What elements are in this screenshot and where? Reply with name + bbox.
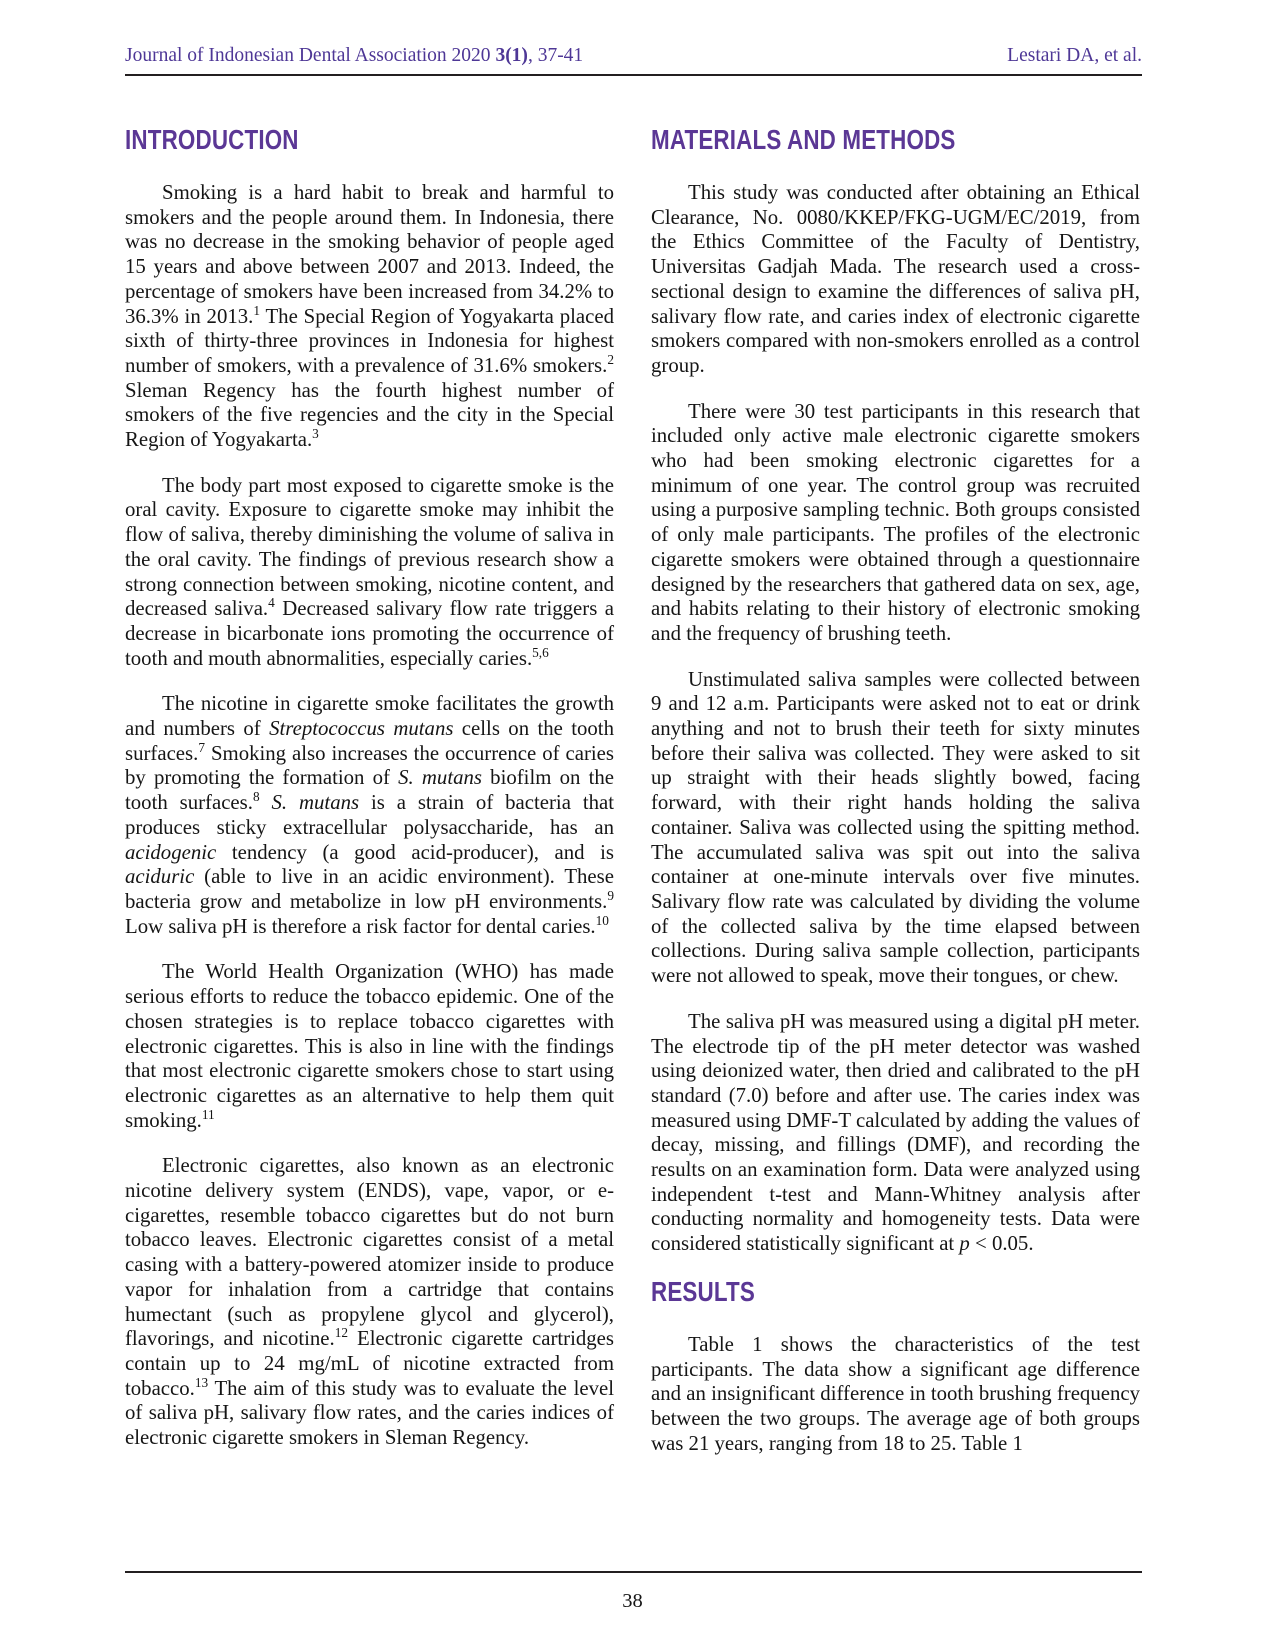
body-text: There were 30 test participants in this research that included only active male electronic cigarette smokers who had been smoking electronic cigarettes for a minimum of one year. The control group was recruited using a purposive sampling technic. Both groups consisted of only male participants. The profiles of the electronic cigarette smokers were obtained through a questionnaire designed by the researchers that gathered data on sex, age, and habits relating to their history of electronic smoking and the frequency of brushing teeth. xyxy=(651,399,1140,645)
italic-text: S. mutans xyxy=(271,791,360,815)
body-text: The World Health Organization (WHO) has made serious efforts to reduce the tobacco epidemic. One of the chosen strategies is to replace tobacco cigarettes with electronic cigarettes. This is also in line with the findings that most electronic cigarette smokers chose to start using electronic cigarettes as an alternative to help them quit smoking. xyxy=(125,960,614,1132)
body-text xyxy=(260,791,272,814)
body-text: The body part most exposed to cigarette smoke is the oral cavity. Exposure to cigarette smoke may inhibit the flow of saliva, thereby diminishing the volume of saliva in the oral cavity. The findings of previous research show a strong connection between smoking, nicotine content, and decreased saliva. xyxy=(125,473,614,621)
body-text: Electronic cigarette cartridges contain up to 24 mg/mL of nicotine extracted from tobacco. xyxy=(125,1327,614,1400)
left-column xyxy=(125,126,614,1456)
body-text: < 0.05. xyxy=(969,1232,1034,1256)
section-heading xyxy=(651,126,1140,154)
page-header xyxy=(125,45,1142,66)
body-text: tendency (a good acid-producer), and is xyxy=(216,840,614,864)
body-text: The saliva pH was measured using a digital pH meter. The electrode tip of the pH meter detector was washed using deionized water, then dried and calibrated to the pH standard (7.0) before and after use. The caries index was measured using DMF-T calculated by adding the values of decay, missing, and fillings (DMF), and recording the results on an examination form. Data were analyzed using independent t-test and Mann-Whitney analysis after conducting normality and homogeneity tests. Data were considered statistically significant at xyxy=(651,1009,1140,1256)
paragraph xyxy=(125,1154,614,1450)
body-text: Journal of Indonesian Dental Association 2020 xyxy=(125,45,496,66)
body-text: This study was conducted after obtaining an Ethical Clearance, No. 0080/KKEP/FKG-UGM/EC/2019, from the Ethics Committee of the Faculty of Dentistry, Universitas Gadjah Mada. The research used a cross-sectional design to examine the differences of saliva pH, salivary flow rate, and caries index of electronic cigarette smokers compared with non-smokers enrolled as a control group. xyxy=(651,181,1140,377)
reference-superscript: 4 xyxy=(268,595,275,611)
reference-superscript: 5,6 xyxy=(532,644,549,660)
reference-superscript: 10 xyxy=(595,912,609,928)
running-author: Lestari DA, et al. xyxy=(1007,45,1142,66)
right-column xyxy=(651,126,1140,1456)
reference-superscript: 11 xyxy=(201,1106,215,1122)
page-number: 38 xyxy=(622,1590,643,1612)
body-text: (able to live in an acidic environment). These bacteria grow and metabolize in low pH environments. xyxy=(125,865,614,913)
italic-text: acidogenic xyxy=(125,840,217,864)
journal-citation xyxy=(125,45,583,66)
section-heading-text: RESULTS xyxy=(651,1275,755,1307)
paragraph xyxy=(125,960,614,1133)
paragraph xyxy=(651,181,1140,379)
section-heading xyxy=(125,126,614,154)
italic-text: aciduric xyxy=(125,865,195,889)
section-heading-text: INTRODUCTION xyxy=(125,124,299,155)
reference-superscript: 9 xyxy=(607,888,614,904)
paragraph xyxy=(125,181,614,453)
paragraph xyxy=(651,400,1140,647)
paragraph xyxy=(651,1333,1140,1457)
body-text: The Special Region of Yogyakarta placed sixth of thirty-three provinces in Indonesia for highest number of smokers, with a prevalence of 31.6% smokers. xyxy=(125,304,614,377)
paragraph xyxy=(651,668,1140,989)
body-text: Sleman Regency has the fourth highest number of smokers of the five regencies and the city in the Special Region of Yogyakarta. xyxy=(125,378,614,452)
body-text: Decreased salivary flow rate triggers a decrease in bicarbonate ions promoting the occurrence of tooth and mouth abnormalities, especially caries. xyxy=(125,597,614,670)
footer-rule xyxy=(125,1571,1142,1573)
italic-text: S. mutans xyxy=(398,766,482,790)
body-text: The nicotine in cigarette smoke facilitates the growth and numbers of xyxy=(125,692,614,741)
body-text: Smoking is a hard habit to break and harmful to smokers and the people around them. In Indonesia, there was no decrease in the smoking behavior of people aged 15 years and above between 2007 and 2013. Indeed, the percentage of smokers have been increased from 34.2% to 36.3% in 2013. xyxy=(125,181,614,328)
body-text: Table 1 shows the characteristics of the test participants. The data show a significant age difference and an insignificant difference in tooth brushing frequency between the two groups. The average age of both groups was 21 years, ranging from 18 to 25. Table 1 xyxy=(651,1332,1140,1455)
body-text: cells on the tooth surfaces. xyxy=(125,717,614,765)
reference-superscript: 8 xyxy=(252,789,260,805)
bold-text: 3(1) xyxy=(495,45,528,66)
paragraph xyxy=(651,1010,1140,1257)
paragraph xyxy=(125,474,614,672)
italic-text: Streptococcus mutans xyxy=(269,717,454,741)
header-rule xyxy=(125,74,1142,76)
italic-text: p xyxy=(959,1232,970,1256)
body-text: The aim of this study was to evaluate the level of saliva pH, salivary flow rates, and the caries indices of electronic cigarette smokers in Sleman Regency. xyxy=(125,1376,614,1450)
reference-superscript: 13 xyxy=(194,1374,209,1390)
body-text: Electronic cigarettes, also known as an electronic nicotine delivery system (ENDS), vape, vapor, or e-cigarettes, resemble tobacco cigarettes but do not burn tobacco leaves. Electronic cigarettes consist of a metal casing with a battery-powered atomizer inside to produce vapor for inhalation from a cartridge that contains humectant (such as propylene glycol and glycerol), flavorings, and nicotine. xyxy=(125,1154,614,1351)
paragraph xyxy=(125,692,614,939)
reference-superscript: 3 xyxy=(312,426,319,442)
section-heading-text: MATERIALS AND METHODS xyxy=(651,124,956,155)
reference-superscript: 7 xyxy=(198,739,205,755)
body-text: Smoking also increases the occurrence of caries by promoting the formation of xyxy=(125,741,614,790)
body-text: biofilm on the tooth surfaces. xyxy=(125,766,614,815)
reference-superscript: 12 xyxy=(334,1325,349,1341)
body-text: , 37-41 xyxy=(527,45,584,66)
article-body xyxy=(125,126,1140,1456)
body-text: Unstimulated saliva samples were collected between 9 and 12 a.m. Participants were asked not to eat or drink anything and not to brush their teeth for sixty minutes before their saliva was collected. They were asked to sit up straight with their heads slightly bowed, facing forward, with their right hands holding the saliva container. Saliva was collected using the spitting method. The accumulated saliva was spit out into the saliva container at one-minute intervals over five minutes. Salivary flow rate was calculated by dividing the volume of the collected saliva by the time elapsed between collections. During saliva sample collection, participants were not allowed to speak, move their tongues, or chew. xyxy=(651,667,1140,988)
body-text: is a strain of bacteria that produces sticky extracellular polysaccharide, has an xyxy=(125,791,615,839)
reference-superscript: 2 xyxy=(607,352,614,367)
section-heading xyxy=(651,1275,1140,1307)
reference-superscript: 1 xyxy=(253,302,261,318)
body-text: Low saliva pH is therefore a risk factor for dental caries. xyxy=(125,914,596,938)
